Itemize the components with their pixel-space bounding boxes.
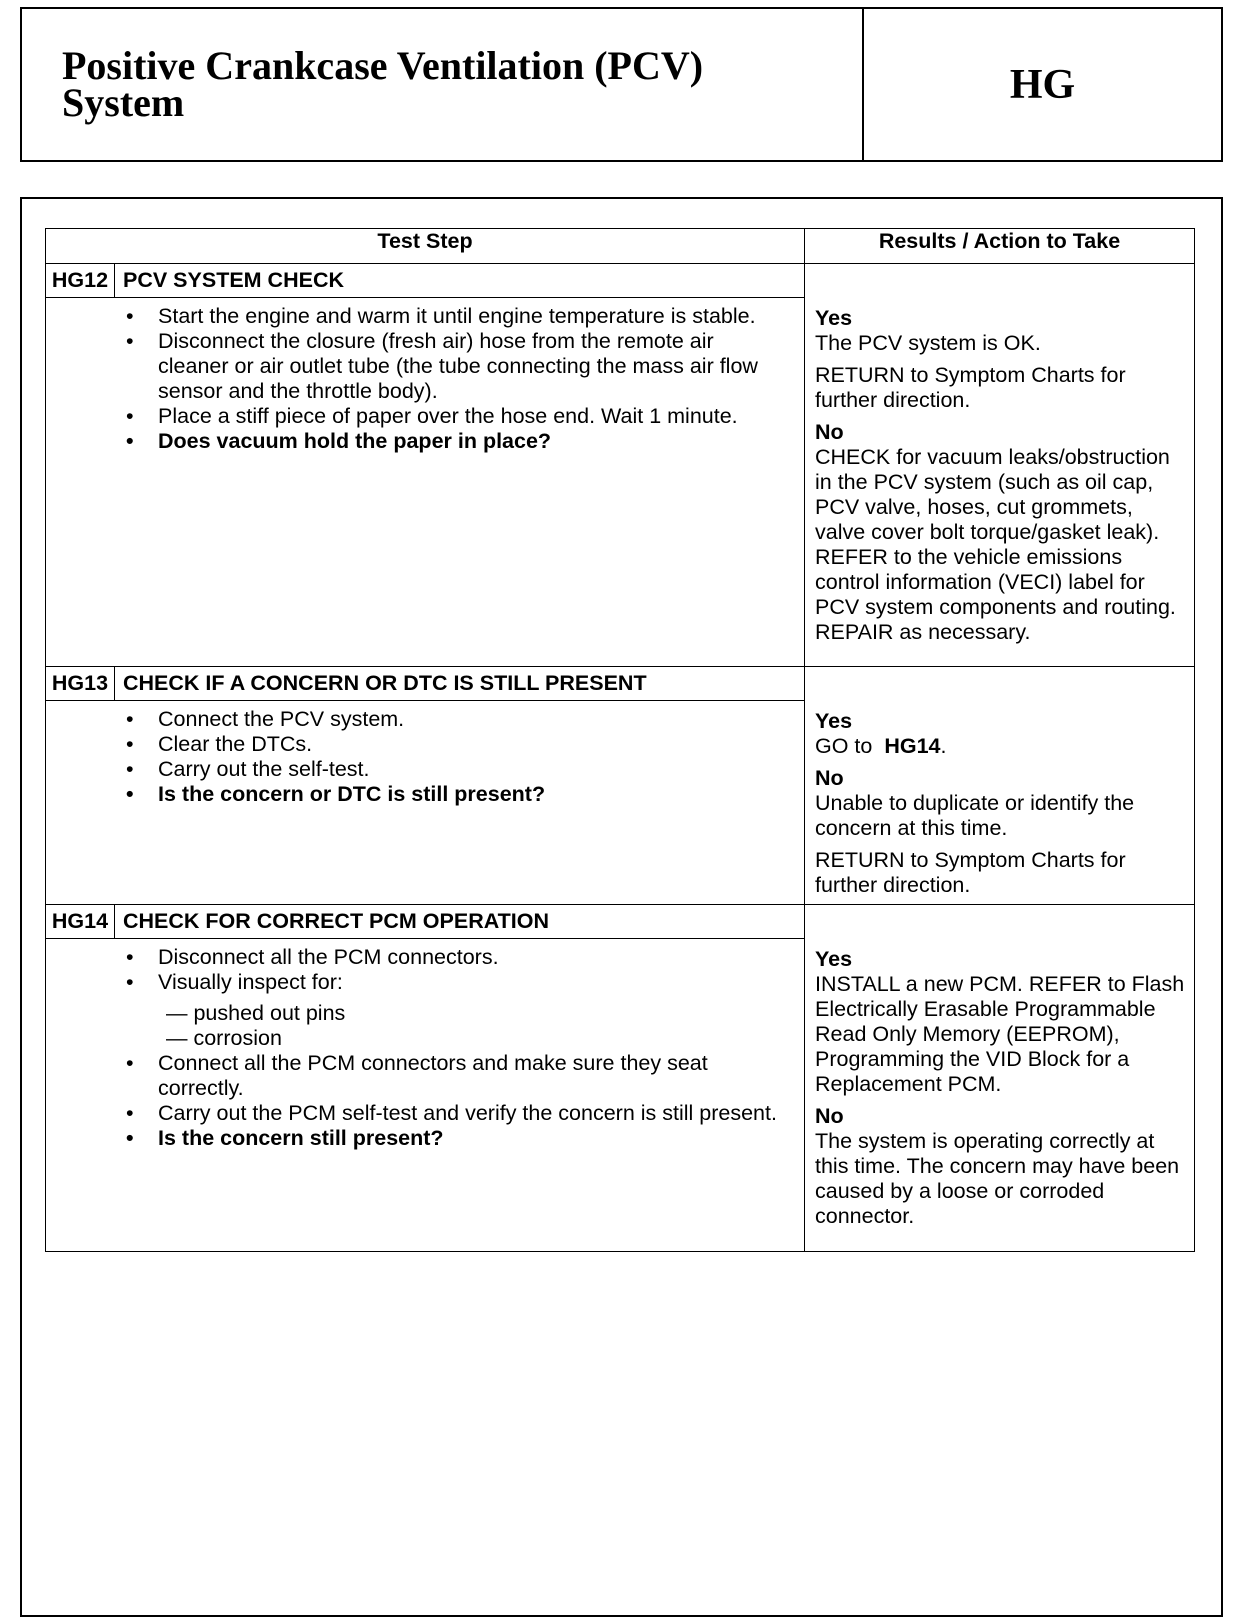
results-body [805,264,1194,651]
step-body [46,939,804,1151]
no-label: No [815,766,844,790]
results-cell [805,264,1195,667]
step-heading [46,667,804,701]
no-text: The system is operating correctly at this time. The concern may have been caused by a loose or corroded connector. [815,1129,1180,1228]
step-id: HG13 [46,667,115,700]
sub-item: — corrosion [166,1026,282,1050]
list-item: • Disconnect all the PCM connectors. [118,945,784,970]
step-id: HG12 [46,264,115,297]
list-item: • Clear the DTCs. [118,732,784,757]
table-row-hg12 [46,264,1195,667]
no-text: Unable to duplicate or identify the concern at this time. [815,791,1135,840]
list-item: • Connect the PCV system. [118,707,784,732]
page-title-line1: Positive Crankcase Ventilation (PCV) [62,43,704,88]
list-item: • Place a stiff piece of paper over the hose end. Wait 1 minute. [118,404,784,429]
list-item: • Connect all the PCM connectors and make sure they seat correctly. [118,1051,784,1101]
list-item: • Carry out the PCM self-test and verify the concern is still present. [118,1101,784,1126]
yes-action: RETURN to Symptom Charts for further direction. [815,363,1126,412]
sub-item: — pushed out pins [166,1001,346,1025]
step-bullet-list [118,304,784,454]
table-header-row [46,229,1195,264]
step-question: • Does vacuum hold the paper in place? [118,429,784,454]
no-label: No [815,420,844,444]
yes-label: Yes [815,306,853,330]
step-body [46,298,804,454]
yes-action: GO to HG14. [815,734,947,758]
results-cell [805,905,1195,1252]
results-body [805,905,1194,1235]
step-title: PCV SYSTEM CHECK [123,268,345,292]
list-item: • Carry out the self-test. [118,757,784,782]
step-title: CHECK IF A CONCERN OR DTC IS STILL PRESENT [123,671,647,695]
page-title [62,43,842,125]
column-header-test-step: Test Step [46,229,805,264]
results-body [805,667,1194,904]
yes-text: INSTALL a new PCM. REFER to Flash Electrically Erasable Programmable Read Only Memory (EEPROM), Programming the VID Block for a Replacement PCM. [815,972,1185,1096]
page-header [20,7,1223,162]
yes-text: The PCV system is OK. [815,331,1041,355]
results-cell [805,667,1195,905]
step-id: HG14 [46,905,115,938]
step-question: • Is the concern still present? [118,1126,784,1151]
test-step-table [45,228,1195,1252]
step-body [46,701,804,807]
list-item: • Start the engine and warm it until engine temperature is stable. [118,304,784,329]
yes-label: Yes [815,709,853,733]
step-bullet-list [118,707,784,807]
no-text: CHECK for vacuum leaks/obstruction in the PCV system (such as oil cap, PCV valve, hoses, cut grommets, valve cover bolt torque/gasket leak). REFER to the vehicle emissions control information (VECI) label for PCV system components and routing. REPAIR as necessary. [815,445,1176,644]
section-code: HG [1009,61,1076,108]
step-cell [46,905,805,1252]
step-title: CHECK FOR CORRECT PCM OPERATION [123,909,550,933]
step-heading [46,264,804,298]
page-title-line2: System [62,80,185,125]
step-reference-link[interactable]: HG14 [884,734,941,758]
step-bullet-list [118,945,784,995]
step-heading [46,905,804,939]
no-label: No [815,1104,844,1128]
step-cell [46,264,805,667]
step-question: • Is the concern or DTC is still present? [118,782,784,807]
yes-label: Yes [815,947,853,971]
list-item: • Visually inspect for: [118,970,784,995]
column-header-results: Results / Action to Take [805,229,1195,264]
list-item: • Disconnect the closure (fresh air) hose from the remote air cleaner or air outlet tube (the tube connecting the mass air flow sensor and the throttle body). [118,329,784,404]
yes-go-text: GO to [815,734,873,758]
table-row-hg13 [46,667,1195,905]
step-cell [46,667,805,905]
no-action: RETURN to Symptom Charts for further direction. [815,848,1126,897]
step-bullet-list [118,1051,784,1151]
table-row-hg14 [46,905,1195,1252]
inspection-sublist [118,1001,784,1051]
